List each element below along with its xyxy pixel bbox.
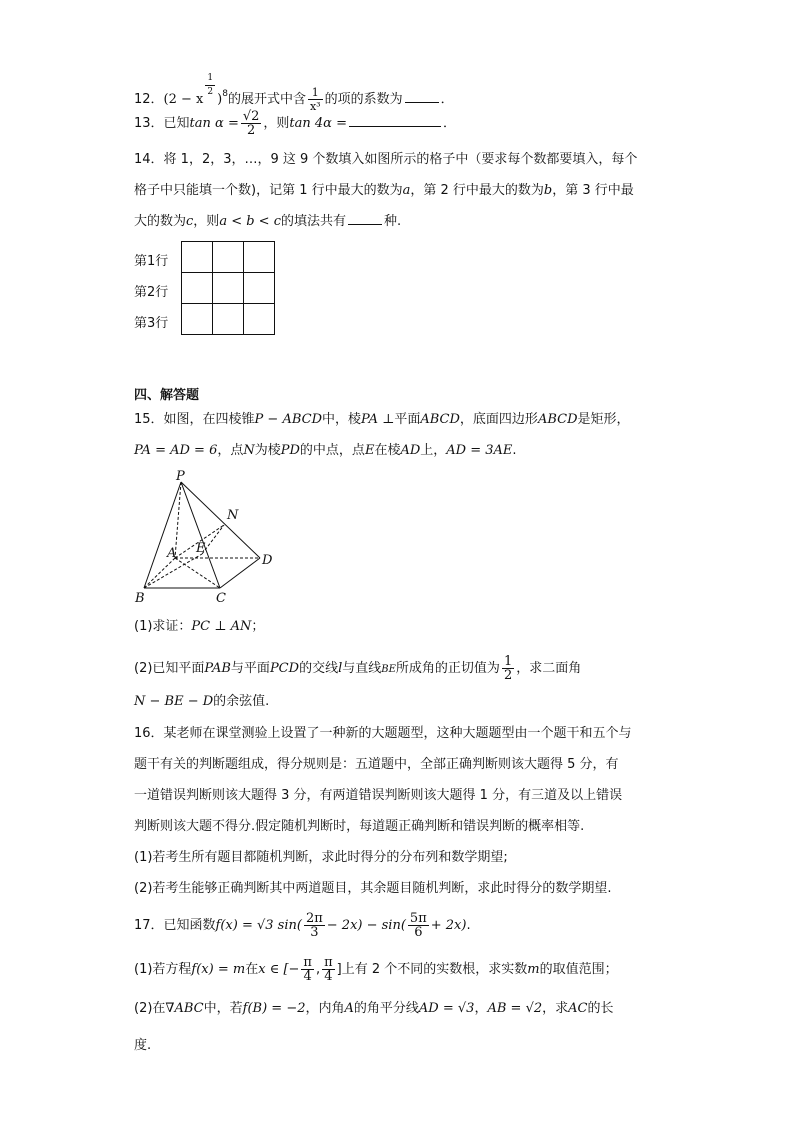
label-n: N bbox=[227, 508, 239, 523]
q13-answer-blank[interactable] bbox=[349, 114, 441, 127]
grid-cell[interactable] bbox=[244, 273, 275, 304]
half-fraction: $\frac{1}{2}$ bbox=[503, 654, 513, 683]
q15-line2: PA = AD = 6，点N为棱PD的中点，点E在棱AD上，AD = 3AE. bbox=[134, 443, 517, 458]
q16-part2: (2)若考生能够正确判断其中两道题目，其余题目随机判断，求此时得分的数学期望. bbox=[134, 881, 612, 896]
q16-line2: 题干有关的判断题组成，得分规则是：五道题中，全部正确判断则该大题得 5 分，有 bbox=[134, 757, 619, 772]
pyramid-figure bbox=[130, 468, 290, 608]
q14-answer-blank[interactable] bbox=[348, 212, 382, 225]
q15-line1: 15．如图，在四棱锥P − ABCD中，棱PA ⊥平面ABCD，底面四边形ABCD是矩形， bbox=[134, 412, 630, 427]
edge-pc bbox=[181, 482, 220, 588]
grid-cell[interactable] bbox=[182, 242, 213, 273]
edge-pb bbox=[144, 482, 181, 588]
q12-line: 12．(2 − x $\frac{1}{2}$ )$^8$的展开式中含 $\frac{1}{\text{x³}}$ 的项的系数为 ． bbox=[134, 73, 454, 113]
grid-cell[interactable] bbox=[213, 242, 244, 273]
number-grid bbox=[181, 241, 275, 335]
q16-line1: 16．某老师在课堂测验上设置了一种新的大题题型，这种大题题型由一个题干和五个与 bbox=[134, 726, 632, 741]
q14-line2: 格子中只能填一个数)，记第 1 行中最大的数为a，第 2 行中最大的数为b，第 3 行中最 bbox=[134, 183, 634, 198]
q14-line1: 14．将 1，2，3，…，9 这 9 个数填入如图所示的格子中（要求每个数都要填入，每个 bbox=[134, 152, 638, 167]
grid-cell[interactable] bbox=[182, 304, 213, 335]
q16-line4: 判断则该大题不得分.假定随机判断时，每道题正确判断和错误判断的概率相等. bbox=[134, 819, 585, 834]
q12-expression: (2 − x bbox=[163, 92, 204, 107]
q13-fraction: $\frac{√2}{2}$ bbox=[242, 109, 260, 138]
q14-line3: 大的数为c，则a < b < c的填法共有 种. bbox=[134, 214, 402, 229]
label-b: B bbox=[135, 591, 145, 606]
q13-line: 13．已知tan α = $\frac{√2}{2}$ ，则tan 4α = ． bbox=[134, 109, 456, 138]
label-p: P bbox=[176, 469, 185, 484]
grid-cell[interactable] bbox=[213, 273, 244, 304]
q15-part1: (1)求证：PC ⊥ AN； bbox=[134, 619, 265, 634]
label-c: C bbox=[216, 591, 226, 606]
edge-pd bbox=[181, 482, 260, 558]
q12-number: 12． bbox=[134, 92, 164, 107]
q17-part1: (1)若方程f(x) = m在x ∈ [− $\frac{\pi}{4}$ , $\frac{\pi}{4}$ ]上有 2 个不同的实数根，求实数m的取值范围； bbox=[134, 955, 618, 984]
q12-fraction: $\frac{1}{\text{x³}}$ bbox=[309, 86, 321, 113]
q12-power: 8 bbox=[222, 89, 228, 99]
row-label-1: 第1行 bbox=[134, 254, 169, 269]
grid-cell[interactable] bbox=[213, 304, 244, 335]
q17-part2: (2)在∇ABC中，若f(B) = −2，内角A的角平分线AD = √3，AB = √2，求AC的长 bbox=[134, 1001, 614, 1016]
q15-part2: (2)已知平面PAB与平面PCD的交线l与直线BE所成角的正切值为 $\frac{1}{2}$ ，求二面角 bbox=[134, 654, 582, 683]
q12-exponent: $\frac{1}{2}$ bbox=[207, 73, 214, 97]
q17-part2-cont: 度. bbox=[134, 1038, 152, 1053]
grid-cell[interactable] bbox=[244, 304, 275, 335]
row-label-2: 第2行 bbox=[134, 285, 169, 300]
q16-part1: (1)若考生所有题目都随机判断，求此时得分的分布列和数学期望; bbox=[134, 850, 508, 865]
edge-cd bbox=[220, 558, 260, 588]
section-heading: 四、解答题 bbox=[134, 388, 200, 403]
q17-line1: 17．已知函数f(x) = √3 sin( $\frac{2\pi}{3}$ − 2x) − sin( $\frac{5\pi}{6}$ + 2x). bbox=[134, 911, 471, 940]
q13-number: 13．已知 bbox=[134, 116, 190, 131]
label-e: E bbox=[196, 541, 206, 556]
q12-answer-blank[interactable] bbox=[405, 90, 439, 103]
segment-ac bbox=[175, 558, 220, 588]
grid-cell[interactable] bbox=[182, 273, 213, 304]
row-label-3: 第3行 bbox=[134, 316, 169, 331]
label-d: D bbox=[262, 553, 273, 568]
label-a: A bbox=[167, 546, 177, 561]
q15-part2-cont: N − BE − D的余弦值. bbox=[134, 694, 270, 709]
grid-cell[interactable] bbox=[244, 242, 275, 273]
q16-line3: 一道错误判断则该大题得 3 分，有两道错误判断则该大题得 1 分，有三道及以上错误 bbox=[134, 788, 623, 803]
